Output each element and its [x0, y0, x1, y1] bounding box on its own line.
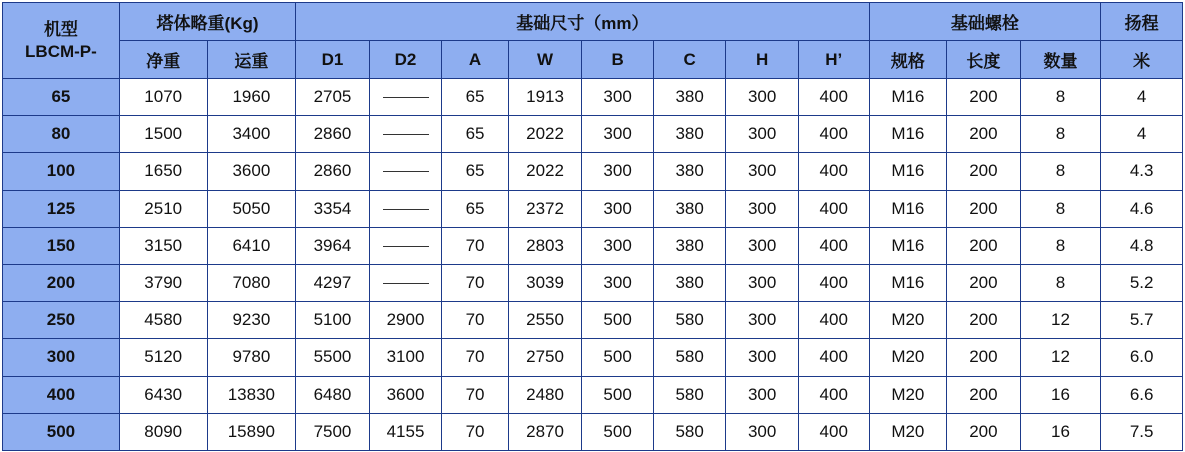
d2-cell: [369, 79, 442, 116]
h-cell: 300: [726, 79, 799, 116]
d2-cell: [369, 116, 442, 153]
w-cell: 2372: [508, 190, 582, 227]
h-prime-cell: 400: [798, 413, 869, 450]
w-cell: 2870: [508, 413, 582, 450]
bolt-quantity-cell: 8: [1020, 116, 1101, 153]
h-cell: 300: [726, 302, 799, 339]
bolt-length-cell: 200: [947, 153, 1021, 190]
w-cell: 2480: [508, 376, 582, 413]
d2-cell: [369, 227, 442, 264]
h-prime-cell: 400: [798, 153, 869, 190]
gross-weight-cell: 13830: [207, 376, 296, 413]
lift-unit-header: 米: [1101, 41, 1183, 79]
lift-cell: 4.3: [1101, 153, 1183, 190]
bolt-quantity-cell: 12: [1020, 302, 1101, 339]
bolt-spec-cell: M20: [869, 339, 947, 376]
bolt-spec-header: 规格: [869, 41, 947, 79]
lift-group-header: 扬程: [1101, 3, 1183, 41]
d1-cell: 7500: [296, 413, 370, 450]
table-row: [3, 116, 1183, 153]
gross-weight-cell: 9230: [207, 302, 296, 339]
d1-cell: 6480: [296, 376, 370, 413]
model-cell: 100: [3, 153, 120, 190]
b-cell: 300: [582, 116, 654, 153]
c-header: C: [653, 41, 726, 79]
net-weight-cell: 1500: [119, 116, 207, 153]
c-cell: 580: [653, 376, 726, 413]
table-row: [3, 79, 1183, 116]
a-cell: 65: [442, 116, 509, 153]
model-header-line2: LBCM-P-: [25, 41, 97, 61]
model-cell: 400: [3, 376, 120, 413]
a-cell: 65: [442, 153, 509, 190]
bolt-length-cell: 200: [947, 339, 1021, 376]
h-prime-cell: 400: [798, 376, 869, 413]
b-cell: 300: [582, 190, 654, 227]
gross-weight-cell: 7080: [207, 264, 296, 301]
b-cell: 300: [582, 153, 654, 190]
lift-cell: 4.6: [1101, 190, 1183, 227]
table-row: [3, 302, 1183, 339]
net-weight-cell: 1650: [119, 153, 207, 190]
table-row: [3, 190, 1183, 227]
spec-table-container: [2, 2, 1183, 450]
a-cell: 70: [442, 264, 509, 301]
h-header: H: [726, 41, 799, 79]
table-row: [3, 153, 1183, 190]
w-cell: 3039: [508, 264, 582, 301]
c-cell: 380: [653, 116, 726, 153]
bolt-spec-cell: M16: [869, 190, 947, 227]
h-prime-cell: 400: [798, 79, 869, 116]
d2-cell: 4155: [369, 413, 442, 450]
d2-cell: [369, 190, 442, 227]
net-weight-cell: 3150: [119, 227, 207, 264]
c-cell: 380: [653, 153, 726, 190]
bolt-group-header: 基础螺栓: [869, 3, 1101, 41]
c-cell: 580: [653, 302, 726, 339]
gross-weight-header: 运重: [207, 41, 296, 79]
d2-header: D2: [369, 41, 442, 79]
gross-weight-cell: 3600: [207, 153, 296, 190]
bolt-length-cell: 200: [947, 79, 1021, 116]
c-cell: 380: [653, 79, 726, 116]
h-cell: 300: [726, 264, 799, 301]
bolt-spec-cell: M16: [869, 264, 947, 301]
d1-cell: 5100: [296, 302, 370, 339]
h-prime-cell: 400: [798, 116, 869, 153]
bolt-spec-cell: M16: [869, 79, 947, 116]
w-header: W: [508, 41, 582, 79]
header-row-1: [3, 3, 1183, 41]
d2-cell: 3100: [369, 339, 442, 376]
b-cell: 500: [582, 302, 654, 339]
model-cell: 200: [3, 264, 120, 301]
a-cell: 70: [442, 376, 509, 413]
spec-table: [2, 2, 1183, 451]
c-cell: 580: [653, 413, 726, 450]
table-body: [3, 79, 1183, 451]
net-weight-cell: 8090: [119, 413, 207, 450]
lift-cell: 4: [1101, 79, 1183, 116]
h-cell: 300: [726, 376, 799, 413]
dimension-group-header: 基础尺寸（mm）: [296, 3, 869, 41]
h-prime-cell: 400: [798, 227, 869, 264]
h-prime-header: H’: [798, 41, 869, 79]
b-cell: 300: [582, 79, 654, 116]
bolt-length-cell: 200: [947, 116, 1021, 153]
bolt-spec-cell: M16: [869, 116, 947, 153]
c-cell: 380: [653, 227, 726, 264]
d1-cell: 2860: [296, 153, 370, 190]
h-cell: 300: [726, 153, 799, 190]
b-cell: 500: [582, 376, 654, 413]
d1-cell: 3354: [296, 190, 370, 227]
d1-cell: 2860: [296, 116, 370, 153]
bolt-length-cell: 200: [947, 190, 1021, 227]
gross-weight-cell: 3400: [207, 116, 296, 153]
gross-weight-cell: 15890: [207, 413, 296, 450]
bolt-quantity-cell: 12: [1020, 339, 1101, 376]
empty-dash: [383, 134, 429, 135]
net-weight-cell: 4580: [119, 302, 207, 339]
model-header-line1: 机型: [43, 19, 78, 39]
table-row: [3, 376, 1183, 413]
bolt-length-cell: 200: [947, 413, 1021, 450]
bolt-spec-cell: M16: [869, 153, 947, 190]
gross-weight-cell: 9780: [207, 339, 296, 376]
bolt-length-header: 长度: [947, 41, 1021, 79]
h-cell: 300: [726, 339, 799, 376]
bolt-length-cell: 200: [947, 376, 1021, 413]
empty-dash: [383, 97, 429, 98]
table-row: [3, 339, 1183, 376]
net-weight-header: 净重: [119, 41, 207, 79]
d1-cell: 5500: [296, 339, 370, 376]
bolt-quantity-cell: 8: [1020, 190, 1101, 227]
net-weight-cell: 1070: [119, 79, 207, 116]
bolt-length-cell: 200: [947, 227, 1021, 264]
d1-header: D1: [296, 41, 370, 79]
table-row: [3, 413, 1183, 450]
c-cell: 380: [653, 264, 726, 301]
gross-weight-cell: 5050: [207, 190, 296, 227]
d2-cell: 3600: [369, 376, 442, 413]
bolt-quantity-cell: 16: [1020, 376, 1101, 413]
a-cell: 70: [442, 227, 509, 264]
lift-cell: 5.2: [1101, 264, 1183, 301]
table-header: [3, 3, 1183, 79]
w-cell: 2022: [508, 116, 582, 153]
d2-cell: [369, 264, 442, 301]
h-prime-cell: 400: [798, 190, 869, 227]
d1-cell: 3964: [296, 227, 370, 264]
a-cell: 70: [442, 302, 509, 339]
model-cell: 80: [3, 116, 120, 153]
w-cell: 2022: [508, 153, 582, 190]
bolt-spec-cell: M20: [869, 376, 947, 413]
bolt-quantity-cell: 8: [1020, 79, 1101, 116]
h-cell: 300: [726, 227, 799, 264]
b-header: B: [582, 41, 654, 79]
h-cell: 300: [726, 116, 799, 153]
gross-weight-cell: 6410: [207, 227, 296, 264]
model-cell: 150: [3, 227, 120, 264]
header-row-2: [3, 41, 1183, 79]
model-cell: 250: [3, 302, 120, 339]
bolt-spec-cell: M20: [869, 302, 947, 339]
a-cell: 65: [442, 79, 509, 116]
bolt-spec-cell: M16: [869, 227, 947, 264]
a-cell: 65: [442, 190, 509, 227]
bolt-quantity-cell: 8: [1020, 153, 1101, 190]
empty-dash: [383, 171, 429, 172]
d1-cell: 2705: [296, 79, 370, 116]
h-cell: 300: [726, 413, 799, 450]
bolt-quantity-cell: 8: [1020, 227, 1101, 264]
lift-cell: 5.7: [1101, 302, 1183, 339]
bolt-quantity-header: 数量: [1020, 41, 1101, 79]
h-prime-cell: 400: [798, 339, 869, 376]
b-cell: 300: [582, 227, 654, 264]
a-cell: 70: [442, 339, 509, 376]
gross-weight-cell: 1960: [207, 79, 296, 116]
a-header: A: [442, 41, 509, 79]
net-weight-cell: 3790: [119, 264, 207, 301]
table-row: [3, 227, 1183, 264]
bolt-quantity-cell: 16: [1020, 413, 1101, 450]
w-cell: 2750: [508, 339, 582, 376]
lift-cell: 7.5: [1101, 413, 1183, 450]
bolt-length-cell: 200: [947, 264, 1021, 301]
bolt-length-cell: 200: [947, 302, 1021, 339]
empty-dash: [383, 209, 429, 210]
w-cell: 2550: [508, 302, 582, 339]
h-prime-cell: 400: [798, 264, 869, 301]
empty-dash: [383, 246, 429, 247]
model-cell: 65: [3, 79, 120, 116]
lift-cell: 6.6: [1101, 376, 1183, 413]
bolt-quantity-cell: 8: [1020, 264, 1101, 301]
d2-cell: [369, 153, 442, 190]
model-cell: 300: [3, 339, 120, 376]
w-cell: 1913: [508, 79, 582, 116]
lift-cell: 6.0: [1101, 339, 1183, 376]
c-cell: 580: [653, 339, 726, 376]
net-weight-cell: 5120: [119, 339, 207, 376]
d2-cell: 2900: [369, 302, 442, 339]
b-cell: 500: [582, 339, 654, 376]
bolt-spec-cell: M20: [869, 413, 947, 450]
a-cell: 70: [442, 413, 509, 450]
c-cell: 380: [653, 190, 726, 227]
b-cell: 300: [582, 264, 654, 301]
weight-group-header: 塔体略重(Kg): [119, 3, 295, 41]
h-prime-cell: 400: [798, 302, 869, 339]
d1-cell: 4297: [296, 264, 370, 301]
model-header: [3, 3, 120, 79]
w-cell: 2803: [508, 227, 582, 264]
net-weight-cell: 2510: [119, 190, 207, 227]
net-weight-cell: 6430: [119, 376, 207, 413]
table-row: [3, 264, 1183, 301]
model-cell: 500: [3, 413, 120, 450]
h-cell: 300: [726, 190, 799, 227]
b-cell: 500: [582, 413, 654, 450]
empty-dash: [383, 283, 429, 284]
lift-cell: 4.8: [1101, 227, 1183, 264]
model-cell: 125: [3, 190, 120, 227]
lift-cell: 4: [1101, 116, 1183, 153]
